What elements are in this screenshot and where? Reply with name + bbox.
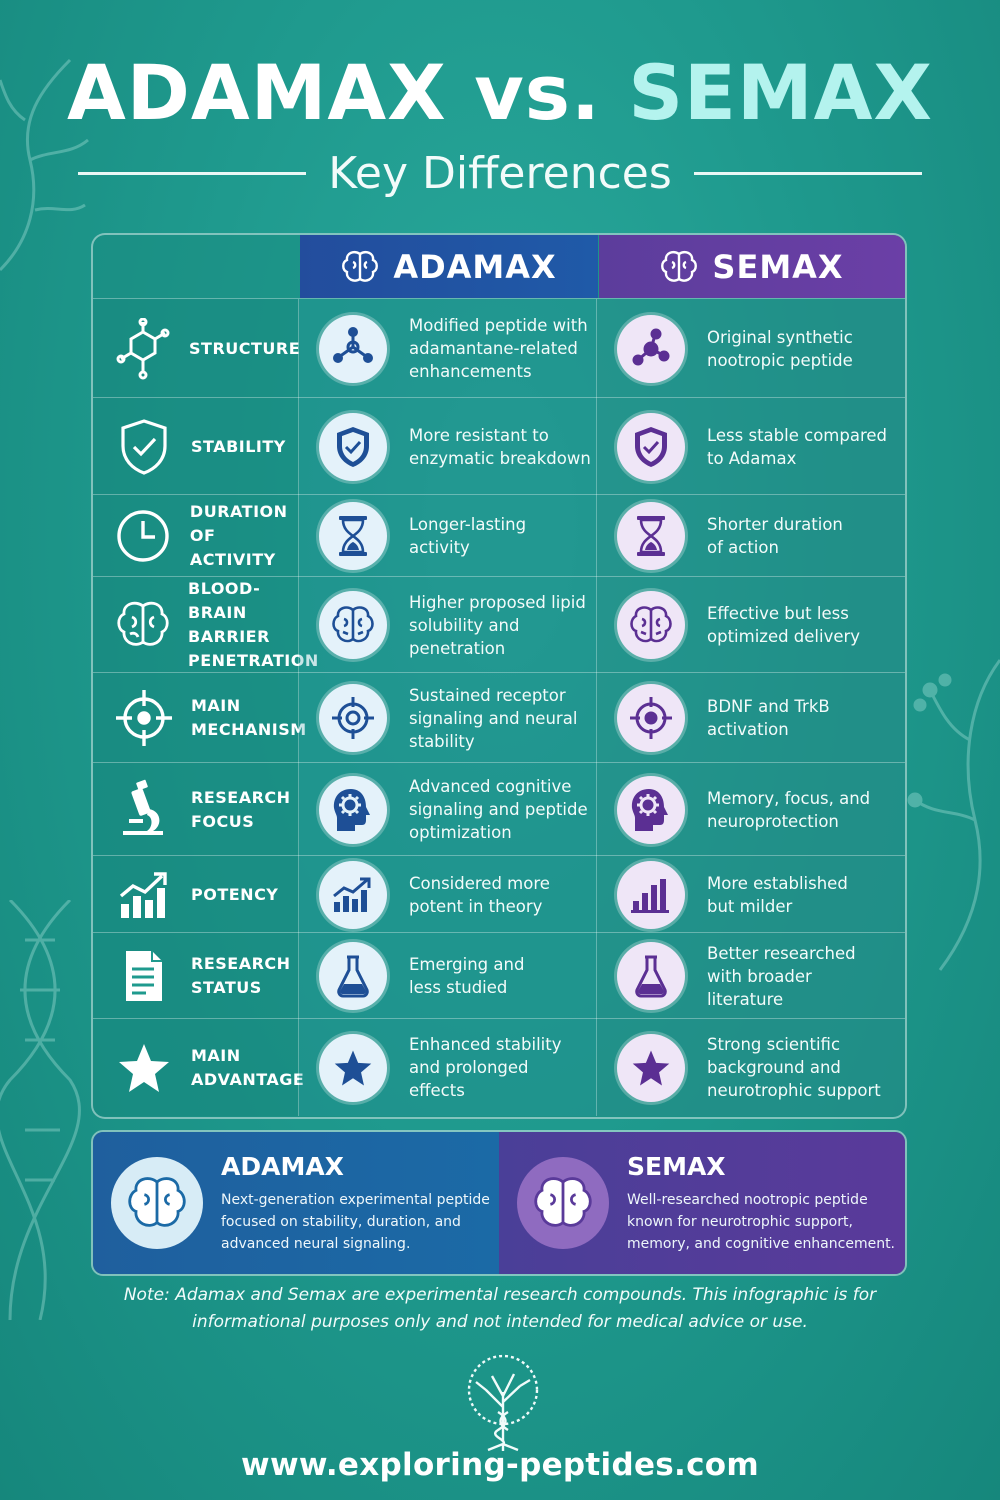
website-link[interactable]: www.exploring-peptides.com xyxy=(241,1447,759,1483)
table-row xyxy=(93,932,905,1019)
column-header-adamax-label: ADAMAX xyxy=(393,247,557,286)
hourglass-icon xyxy=(634,514,668,558)
summary-adamax-description: Next-generation experimental peptide focused on stability, duration, and advanced neural signaling. xyxy=(221,1191,490,1252)
chart-up-icon xyxy=(118,870,170,920)
semax-cell-text: BDNF and TrkB activation xyxy=(707,697,830,739)
star-icon xyxy=(631,1049,671,1087)
row-label-cell xyxy=(93,763,299,856)
shield-check-icon xyxy=(118,418,170,476)
head-gear-icon xyxy=(331,787,375,833)
semax-cell xyxy=(597,398,905,495)
row-label: STABILITY xyxy=(191,436,286,456)
semax-cell-text: Memory, focus, and neuroprotection xyxy=(707,788,871,831)
page-title xyxy=(0,48,1000,138)
semax-cell-text: Better researched with broader literature xyxy=(707,943,856,1009)
title-adamax: ADAMAX vs. xyxy=(66,48,601,137)
target-icon xyxy=(330,695,376,741)
flask-icon xyxy=(633,954,669,998)
molecule-icon xyxy=(331,327,375,371)
column-header-semax-label: SEMAX xyxy=(712,247,844,286)
head-gear-icon xyxy=(629,787,673,833)
adamax-cell xyxy=(299,856,597,933)
subtitle-divider-left xyxy=(78,172,306,175)
summary-adamax-name: ADAMAX xyxy=(221,1151,344,1181)
table-row xyxy=(93,762,905,856)
semax-cell-text: Strong scientific background and neurotrophic support xyxy=(707,1035,881,1100)
hourglass-icon xyxy=(336,514,370,558)
brain-icon xyxy=(660,250,698,284)
table-row xyxy=(93,1018,905,1116)
row-label-cell xyxy=(93,1019,305,1116)
row-label: MAIN ADVANTAGE xyxy=(191,1045,305,1089)
row-label-cell xyxy=(93,673,307,763)
column-header-adamax xyxy=(300,235,598,298)
row-label: POTENCY xyxy=(191,884,279,904)
neuron-decoration-right xyxy=(900,640,1000,980)
molecule-icon xyxy=(629,327,673,371)
adamax-cell xyxy=(299,495,597,577)
row-label: BLOOD-BRAIN BARRIER PENETRATION xyxy=(188,579,319,670)
page-subtitle: Key Differences xyxy=(328,147,672,199)
star-icon xyxy=(333,1049,373,1087)
molecule-icon xyxy=(113,318,173,380)
brain-icon xyxy=(532,1175,594,1231)
table-row xyxy=(93,855,905,933)
table-row xyxy=(93,298,905,398)
semax-cell-text: Less stable compared to Adamax xyxy=(707,425,887,468)
adamax-cell xyxy=(299,763,597,856)
shield-check-icon xyxy=(631,425,671,469)
flask-icon xyxy=(335,954,371,998)
brain-icon xyxy=(331,605,375,645)
row-label: STRUCTURE xyxy=(189,338,301,358)
row-label-cell xyxy=(93,577,319,673)
adamax-cell xyxy=(299,933,597,1019)
summary-panel xyxy=(91,1130,907,1276)
star-icon xyxy=(117,1042,171,1094)
subtitle-divider-right xyxy=(694,172,922,175)
semax-cell xyxy=(597,763,905,856)
adamax-cell-text: Enhanced stability and prolonged effects xyxy=(409,1035,562,1100)
adamax-cell xyxy=(299,673,597,763)
clock-icon xyxy=(115,508,171,564)
target-icon xyxy=(114,688,174,748)
document-icon xyxy=(122,949,166,1003)
summary-semax xyxy=(499,1132,905,1274)
adamax-cell xyxy=(299,398,597,495)
semax-cell-text: Original synthetic nootropic peptide xyxy=(707,327,853,370)
table-row xyxy=(93,397,905,495)
table-row xyxy=(93,494,905,577)
row-label: RESEARCH STATUS xyxy=(191,954,291,997)
row-label-cell xyxy=(93,933,299,1019)
brain-icon xyxy=(115,600,171,650)
disclaimer-note: Note: Adamax and Semax are experimental research compounds. This infographic is for informational purposes only and not intended for medical advice or use. xyxy=(123,1285,877,1332)
row-label-cell xyxy=(93,856,299,933)
adamax-cell-text: Advanced cognitive signaling and peptide optimization xyxy=(409,777,588,842)
semax-cell xyxy=(597,673,905,763)
adamax-cell-text: Emerging and less studied xyxy=(409,955,525,997)
title-semax: SEMAX xyxy=(628,48,934,137)
semax-cell xyxy=(597,1019,905,1116)
dna-decoration-left xyxy=(0,900,90,1320)
row-label-cell xyxy=(93,299,299,398)
summary-semax-name: SEMAX xyxy=(627,1151,726,1181)
row-label-cell xyxy=(93,398,299,495)
adamax-cell-text: Sustained receptor signaling and neural stability xyxy=(409,685,578,751)
semax-cell xyxy=(597,856,905,933)
adamax-cell-text: More resistant to enzymatic breakdown xyxy=(409,425,591,468)
semax-cell xyxy=(597,495,905,577)
adamax-cell xyxy=(299,1019,597,1116)
brain-icon xyxy=(341,250,379,284)
brain-icon xyxy=(629,605,673,645)
brain-icon xyxy=(126,1175,188,1231)
adamax-cell-text: Longer-lasting activity xyxy=(409,515,527,557)
target-icon xyxy=(628,695,674,741)
microscope-icon xyxy=(119,779,169,841)
tree-dna-logo-icon xyxy=(458,1352,548,1452)
row-label-cell xyxy=(93,495,299,577)
adamax-cell-text: Modified peptide with adamantane-related enhancements xyxy=(409,316,588,381)
row-label: DURATION OF ACTIVITY xyxy=(189,502,288,569)
table-row xyxy=(93,672,905,763)
adamax-cell xyxy=(299,577,597,673)
adamax-cell xyxy=(299,299,597,398)
semax-cell xyxy=(597,299,905,398)
semax-cell-text: Effective but less optimized delivery xyxy=(707,604,861,646)
semax-cell-text: More established but milder xyxy=(707,873,848,916)
adamax-cell-text: Higher proposed lipid solubility and penetration xyxy=(409,592,586,658)
semax-cell-text: Shorter duration of action xyxy=(707,515,843,557)
row-label: RESEARCH FOCUS xyxy=(191,787,291,831)
chart-up-icon xyxy=(332,876,374,914)
semax-cell xyxy=(597,933,905,1019)
adamax-cell-text: Considered more potent in theory xyxy=(409,873,550,916)
column-header-semax xyxy=(599,235,905,298)
row-label: MAIN MECHANISM xyxy=(191,696,307,739)
comparison-table xyxy=(91,233,907,1119)
shield-check-icon xyxy=(333,425,373,469)
bar-chart-icon xyxy=(631,877,671,913)
summary-adamax xyxy=(93,1132,499,1274)
subtitle-row xyxy=(78,145,922,201)
summary-semax-description: Well-researched nootropic peptide known for neurotrophic support, memory, and cognitive enhancement. xyxy=(627,1191,896,1252)
table-row xyxy=(93,576,905,673)
semax-cell xyxy=(597,577,905,673)
